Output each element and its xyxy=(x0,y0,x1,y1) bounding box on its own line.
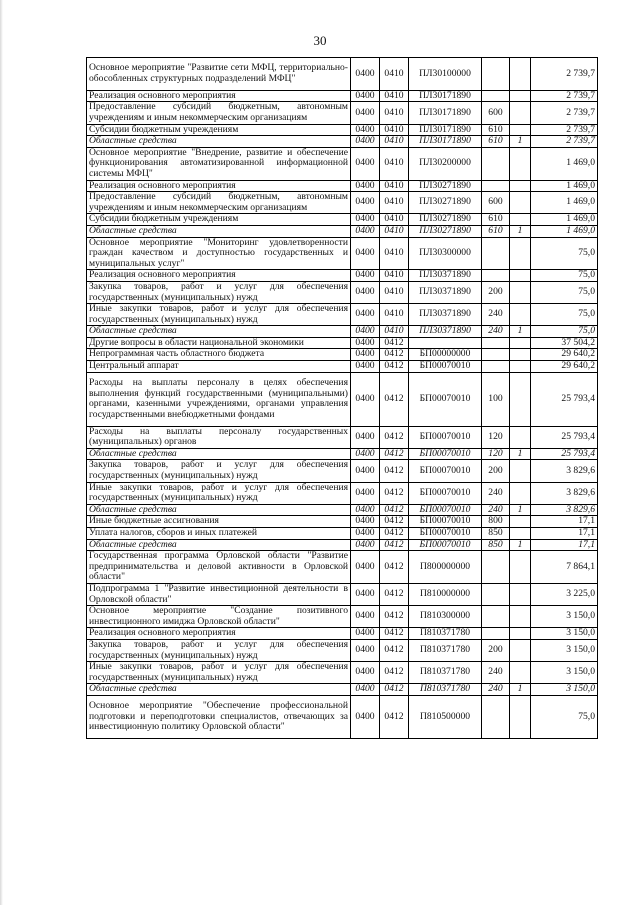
row-target-article: ПЛ30371890 xyxy=(409,304,482,326)
row-amount: 75,0 xyxy=(531,326,598,338)
row-amount: 75,0 xyxy=(531,695,598,738)
row-amount: 2 739,7 xyxy=(531,90,598,102)
budget-table xyxy=(86,57,598,739)
row-source-code xyxy=(510,270,531,282)
row-gr-code: 0400 xyxy=(351,281,380,303)
table-row xyxy=(87,528,598,540)
row-section-code: 0412 xyxy=(380,482,409,504)
row-target-article: ПЛ30271890 xyxy=(409,214,482,226)
row-amount: 29 640,2 xyxy=(531,361,598,373)
row-target-article: ПЛ30371890 xyxy=(409,326,482,338)
row-gr-code: 0400 xyxy=(351,90,380,102)
row-target-article: ПЛ30171890 xyxy=(409,102,482,124)
row-section-code: 0410 xyxy=(380,326,409,338)
row-source-code xyxy=(510,124,531,136)
row-section-code: 0410 xyxy=(380,58,409,91)
table-row xyxy=(87,639,598,661)
row-expense-type xyxy=(482,606,510,628)
row-source-code xyxy=(510,90,531,102)
table-row xyxy=(87,349,598,361)
row-amount: 3 150,0 xyxy=(531,639,598,661)
row-gr-code: 0400 xyxy=(351,504,380,516)
row-name: Реализация основного мероприятия xyxy=(87,180,351,192)
row-gr-code: 0400 xyxy=(351,270,380,282)
row-amount: 25 793,4 xyxy=(531,372,598,426)
row-source-code xyxy=(510,337,531,349)
row-gr-code: 0400 xyxy=(351,662,380,684)
table-row xyxy=(87,90,598,102)
row-amount: 2 739,7 xyxy=(531,102,598,124)
row-gr-code: 0400 xyxy=(351,147,380,180)
row-expense-type: 850 xyxy=(482,539,510,551)
row-expense-type xyxy=(482,551,510,584)
row-amount: 17,1 xyxy=(531,539,598,551)
row-target-article: ПЛ30371890 xyxy=(409,270,482,282)
row-source-code xyxy=(510,304,531,326)
row-name: Предоставление субсидий бюджетным, автономным учреждениям и иным некоммерческим организациям xyxy=(87,102,351,124)
row-source-code xyxy=(510,102,531,124)
row-section-code: 0412 xyxy=(380,662,409,684)
row-section-code: 0412 xyxy=(380,684,409,696)
row-target-article: БП00070010 xyxy=(409,482,482,504)
table-row xyxy=(87,460,598,482)
row-amount: 2 739,7 xyxy=(531,58,598,91)
row-amount: 25 793,4 xyxy=(531,426,598,448)
row-amount: 37 504,2 xyxy=(531,337,598,349)
row-gr-code: 0400 xyxy=(351,426,380,448)
table-row xyxy=(87,192,598,214)
row-source-code xyxy=(510,237,531,270)
row-gr-code: 0400 xyxy=(351,551,380,584)
row-source-code xyxy=(510,551,531,584)
row-amount: 1 469,0 xyxy=(531,147,598,180)
table-row xyxy=(87,551,598,584)
row-target-article: П810371780 xyxy=(409,684,482,696)
row-target-article: БП00070010 xyxy=(409,372,482,426)
row-name: Основное мероприятие "Развитие сети МФЦ, территориально-обособленных структурных подразделений МФЦ" xyxy=(87,58,351,91)
table-row xyxy=(87,695,598,738)
row-section-code: 0412 xyxy=(380,628,409,640)
table-row xyxy=(87,124,598,136)
row-name: Иные закупки товаров, работ и услуг для обеспечения государственных (муниципальных) нужд xyxy=(87,304,351,326)
row-name: Областные средства xyxy=(87,684,351,696)
row-expense-type xyxy=(482,90,510,102)
row-section-code: 0410 xyxy=(380,147,409,180)
row-gr-code: 0400 xyxy=(351,606,380,628)
row-expense-type: 610 xyxy=(482,124,510,136)
row-name: Предоставление субсидий бюджетным, автономным учреждениям и иным некоммерческим организациям xyxy=(87,192,351,214)
table-row xyxy=(87,584,598,606)
table-row xyxy=(87,326,598,338)
table-row xyxy=(87,214,598,226)
row-amount: 7 864,1 xyxy=(531,551,598,584)
row-name: Уплата налогов, сборов и иных платежей xyxy=(87,528,351,540)
row-gr-code: 0400 xyxy=(351,482,380,504)
row-section-code: 0412 xyxy=(380,448,409,460)
row-target-article: ПЛ30371890 xyxy=(409,281,482,303)
table-row xyxy=(87,504,598,516)
row-expense-type xyxy=(482,237,510,270)
row-expense-type xyxy=(482,180,510,192)
row-name: Иные закупки товаров, работ и услуг для обеспечения государственных (муниципальных) нужд xyxy=(87,662,351,684)
table-row xyxy=(87,58,598,91)
row-amount: 29 640,2 xyxy=(531,349,598,361)
row-expense-type xyxy=(482,361,510,373)
table-row xyxy=(87,662,598,684)
row-expense-type: 240 xyxy=(482,684,510,696)
row-name: Основное мероприятие "Создание позитивного инвестиционного имиджа Орловской области" xyxy=(87,606,351,628)
row-source-code xyxy=(510,214,531,226)
row-source-code xyxy=(510,482,531,504)
table-row xyxy=(87,270,598,282)
row-gr-code: 0400 xyxy=(351,214,380,226)
row-expense-type xyxy=(482,349,510,361)
row-target-article: ПЛ30300000 xyxy=(409,237,482,270)
row-gr-code: 0400 xyxy=(351,628,380,640)
row-source-code: 1 xyxy=(510,504,531,516)
row-name: Реализация основного мероприятия xyxy=(87,628,351,640)
scan-edge xyxy=(0,0,3,905)
row-amount: 3 829,6 xyxy=(531,460,598,482)
row-expense-type: 240 xyxy=(482,482,510,504)
row-section-code: 0412 xyxy=(380,426,409,448)
row-gr-code: 0400 xyxy=(351,225,380,237)
row-section-code: 0410 xyxy=(380,225,409,237)
row-section-code: 0410 xyxy=(380,237,409,270)
row-target-article: ПЛ30271890 xyxy=(409,192,482,214)
table-row xyxy=(87,539,598,551)
row-name: Иные бюджетные ассигнования xyxy=(87,516,351,528)
row-target-article: ПЛ30200000 xyxy=(409,147,482,180)
row-expense-type: 610 xyxy=(482,225,510,237)
row-amount: 25 793,4 xyxy=(531,448,598,460)
row-name: Другие вопросы в области национальной экономики xyxy=(87,337,351,349)
table-row xyxy=(87,606,598,628)
row-target-article: ПЛ30171890 xyxy=(409,90,482,102)
row-gr-code: 0400 xyxy=(351,684,380,696)
row-expense-type: 120 xyxy=(482,448,510,460)
row-name: Центральный аппарат xyxy=(87,361,351,373)
row-source-code xyxy=(510,349,531,361)
row-expense-type: 610 xyxy=(482,214,510,226)
row-target-article: П810500000 xyxy=(409,695,482,738)
row-gr-code: 0400 xyxy=(351,528,380,540)
row-gr-code: 0400 xyxy=(351,237,380,270)
row-amount: 75,0 xyxy=(531,270,598,282)
row-name: Закупка товаров, работ и услуг для обеспечения государственных (муниципальных) нужд xyxy=(87,460,351,482)
row-amount: 3 829,6 xyxy=(531,504,598,516)
row-amount: 3 150,0 xyxy=(531,684,598,696)
row-expense-type xyxy=(482,628,510,640)
table-row xyxy=(87,304,598,326)
row-name: Основное мероприятие "Мониторинг удовлетворенности граждан качеством и доступностью государственных и муниципальных услуг" xyxy=(87,237,351,270)
row-expense-type: 240 xyxy=(482,304,510,326)
row-name: Закупка товаров, работ и услуг для обеспечения государственных (муниципальных) нужд xyxy=(87,281,351,303)
row-name: Непрограммная часть областного бюджета xyxy=(87,349,351,361)
row-gr-code: 0400 xyxy=(351,326,380,338)
row-target-article: П810300000 xyxy=(409,606,482,628)
row-name: Областные средства xyxy=(87,504,351,516)
row-amount: 75,0 xyxy=(531,237,598,270)
row-section-code: 0410 xyxy=(380,136,409,148)
row-expense-type: 200 xyxy=(482,460,510,482)
table-row xyxy=(87,448,598,460)
row-source-code xyxy=(510,516,531,528)
row-name: Областные средства xyxy=(87,539,351,551)
row-name: Областные средства xyxy=(87,225,351,237)
table-row xyxy=(87,628,598,640)
row-gr-code: 0400 xyxy=(351,372,380,426)
row-section-code: 0412 xyxy=(380,361,409,373)
table-row xyxy=(87,361,598,373)
table-row xyxy=(87,516,598,528)
row-amount: 1 469,0 xyxy=(531,180,598,192)
row-source-code xyxy=(510,528,531,540)
row-target-article: БП00070010 xyxy=(409,528,482,540)
row-target-article: ПЛ30271890 xyxy=(409,180,482,192)
row-amount: 17,1 xyxy=(531,516,598,528)
row-amount: 1 469,0 xyxy=(531,192,598,214)
row-amount: 1 469,0 xyxy=(531,214,598,226)
row-expense-type xyxy=(482,337,510,349)
row-gr-code: 0400 xyxy=(351,584,380,606)
row-target-article: БП00070010 xyxy=(409,426,482,448)
row-gr-code: 0400 xyxy=(351,136,380,148)
row-source-code xyxy=(510,584,531,606)
row-target-article: БП00000000 xyxy=(409,349,482,361)
row-section-code: 0412 xyxy=(380,337,409,349)
row-name: Реализация основного мероприятия xyxy=(87,90,351,102)
row-section-code: 0412 xyxy=(380,349,409,361)
row-expense-type: 240 xyxy=(482,326,510,338)
row-target-article: ПЛ30100000 xyxy=(409,58,482,91)
row-target-article: БП00070010 xyxy=(409,504,482,516)
table-row xyxy=(87,136,598,148)
row-source-code xyxy=(510,58,531,91)
row-amount: 75,0 xyxy=(531,281,598,303)
row-gr-code: 0400 xyxy=(351,460,380,482)
row-expense-type: 610 xyxy=(482,136,510,148)
row-source-code xyxy=(510,361,531,373)
row-target-article: П810371780 xyxy=(409,628,482,640)
row-section-code: 0410 xyxy=(380,90,409,102)
table-row xyxy=(87,225,598,237)
row-expense-type xyxy=(482,584,510,606)
page-number: 30 xyxy=(313,33,327,48)
row-gr-code: 0400 xyxy=(351,639,380,661)
table-row xyxy=(87,237,598,270)
row-target-article xyxy=(409,337,482,349)
row-amount: 2 739,7 xyxy=(531,136,598,148)
row-amount: 3 225,0 xyxy=(531,584,598,606)
row-section-code: 0410 xyxy=(380,214,409,226)
row-target-article: ПЛ30171890 xyxy=(409,124,482,136)
row-gr-code: 0400 xyxy=(351,349,380,361)
row-amount: 3 150,0 xyxy=(531,606,598,628)
row-target-article: БП00070010 xyxy=(409,361,482,373)
row-section-code: 0412 xyxy=(380,516,409,528)
row-target-article: П800000000 xyxy=(409,551,482,584)
table-row xyxy=(87,337,598,349)
row-gr-code: 0400 xyxy=(351,516,380,528)
row-amount: 3 150,0 xyxy=(531,662,598,684)
row-source-code xyxy=(510,460,531,482)
row-source-code: 1 xyxy=(510,684,531,696)
row-name: Расходы на выплаты персоналу в целях обеспечения выполнения функций государственными (муниципальными) органами, казенными учреждениями, органами управления государственными внебюджетными фондами xyxy=(87,372,351,426)
row-section-code: 0410 xyxy=(380,281,409,303)
table-row xyxy=(87,147,598,180)
row-section-code: 0412 xyxy=(380,606,409,628)
row-gr-code: 0400 xyxy=(351,102,380,124)
row-source-code: 1 xyxy=(510,539,531,551)
row-name: Подпрограмма 1 "Развитие инвестиционной деятельности в Орловской области" xyxy=(87,584,351,606)
row-section-code: 0410 xyxy=(380,192,409,214)
table-row xyxy=(87,372,598,426)
table-row xyxy=(87,281,598,303)
row-section-code: 0412 xyxy=(380,460,409,482)
row-section-code: 0410 xyxy=(380,180,409,192)
row-amount: 3 150,0 xyxy=(531,628,598,640)
row-section-code: 0412 xyxy=(380,504,409,516)
row-gr-code: 0400 xyxy=(351,361,380,373)
row-expense-type: 200 xyxy=(482,639,510,661)
row-target-article: БП00070010 xyxy=(409,516,482,528)
row-target-article: ПЛ30271890 xyxy=(409,225,482,237)
row-source-code xyxy=(510,606,531,628)
row-target-article: П810371780 xyxy=(409,662,482,684)
row-expense-type xyxy=(482,58,510,91)
row-source-code xyxy=(510,147,531,180)
row-name: Областные средства xyxy=(87,326,351,338)
row-target-article: ПЛ30171890 xyxy=(409,136,482,148)
row-expense-type xyxy=(482,270,510,282)
row-source-code: 1 xyxy=(510,448,531,460)
row-source-code xyxy=(510,695,531,738)
row-section-code: 0412 xyxy=(380,639,409,661)
row-expense-type: 240 xyxy=(482,504,510,516)
row-source-code xyxy=(510,426,531,448)
row-gr-code: 0400 xyxy=(351,124,380,136)
table-row xyxy=(87,684,598,696)
row-name: Основное мероприятие "Внедрение, развитие и обеспечение функционирования автоматизированной информационной системы МФЦ" xyxy=(87,147,351,180)
row-source-code: 1 xyxy=(510,326,531,338)
row-source-code: 1 xyxy=(510,136,531,148)
row-amount: 1 469,0 xyxy=(531,225,598,237)
row-amount: 2 739,7 xyxy=(531,124,598,136)
table-row xyxy=(87,482,598,504)
row-name: Иные закупки товаров, работ и услуг для обеспечения государственных (муниципальных) нужд xyxy=(87,482,351,504)
row-source-code xyxy=(510,192,531,214)
row-gr-code: 0400 xyxy=(351,192,380,214)
row-section-code: 0412 xyxy=(380,584,409,606)
row-name: Реализация основного мероприятия xyxy=(87,270,351,282)
table-body xyxy=(87,58,598,739)
row-name: Государственная программа Орловской области "Развитие предпринимательства и деловой активности в Орловской области" xyxy=(87,551,351,584)
row-name: Субсидии бюджетным учреждениям xyxy=(87,214,351,226)
row-name: Субсидии бюджетным учреждениям xyxy=(87,124,351,136)
row-expense-type: 200 xyxy=(482,281,510,303)
row-expense-type: 120 xyxy=(482,426,510,448)
row-expense-type xyxy=(482,695,510,738)
row-section-code: 0410 xyxy=(380,270,409,282)
row-section-code: 0410 xyxy=(380,304,409,326)
row-expense-type xyxy=(482,147,510,180)
row-target-article: БП00070010 xyxy=(409,460,482,482)
row-section-code: 0410 xyxy=(380,124,409,136)
row-amount: 3 829,6 xyxy=(531,482,598,504)
row-gr-code: 0400 xyxy=(351,448,380,460)
row-source-code xyxy=(510,639,531,661)
row-gr-code: 0400 xyxy=(351,337,380,349)
row-source-code xyxy=(510,628,531,640)
row-name: Областные средства xyxy=(87,136,351,148)
row-gr-code: 0400 xyxy=(351,695,380,738)
row-target-article: БП00070010 xyxy=(409,448,482,460)
row-section-code: 0412 xyxy=(380,551,409,584)
row-source-code xyxy=(510,662,531,684)
row-gr-code: 0400 xyxy=(351,539,380,551)
row-gr-code: 0400 xyxy=(351,304,380,326)
row-source-code: 1 xyxy=(510,225,531,237)
row-name: Закупка товаров, работ и услуг для обеспечения государственных (муниципальных) нужд xyxy=(87,639,351,661)
row-section-code: 0412 xyxy=(380,539,409,551)
row-expense-type: 100 xyxy=(482,372,510,426)
row-source-code xyxy=(510,180,531,192)
row-name: Расходы на выплаты персоналу государственных (муниципальных) органов xyxy=(87,426,351,448)
row-section-code: 0412 xyxy=(380,372,409,426)
row-source-code xyxy=(510,281,531,303)
row-expense-type: 240 xyxy=(482,662,510,684)
row-name: Основное мероприятие "Обеспечение профессиональной подготовки и переподготовки специалистов, отвечающих за инвестиционную политику Орловской области" xyxy=(87,695,351,738)
row-gr-code: 0400 xyxy=(351,58,380,91)
row-expense-type: 850 xyxy=(482,528,510,540)
row-section-code: 0412 xyxy=(380,528,409,540)
row-expense-type: 600 xyxy=(482,102,510,124)
row-name: Областные средства xyxy=(87,448,351,460)
row-amount: 75,0 xyxy=(531,304,598,326)
table-row xyxy=(87,426,598,448)
row-expense-type: 800 xyxy=(482,516,510,528)
row-target-article: П810000000 xyxy=(409,584,482,606)
row-amount: 17,1 xyxy=(531,528,598,540)
row-target-article: БП00070010 xyxy=(409,539,482,551)
row-source-code xyxy=(510,372,531,426)
table-row xyxy=(87,180,598,192)
row-gr-code: 0400 xyxy=(351,180,380,192)
row-target-article: П810371780 xyxy=(409,639,482,661)
row-section-code: 0410 xyxy=(380,102,409,124)
row-expense-type: 600 xyxy=(482,192,510,214)
table-row xyxy=(87,102,598,124)
row-section-code: 0412 xyxy=(380,695,409,738)
